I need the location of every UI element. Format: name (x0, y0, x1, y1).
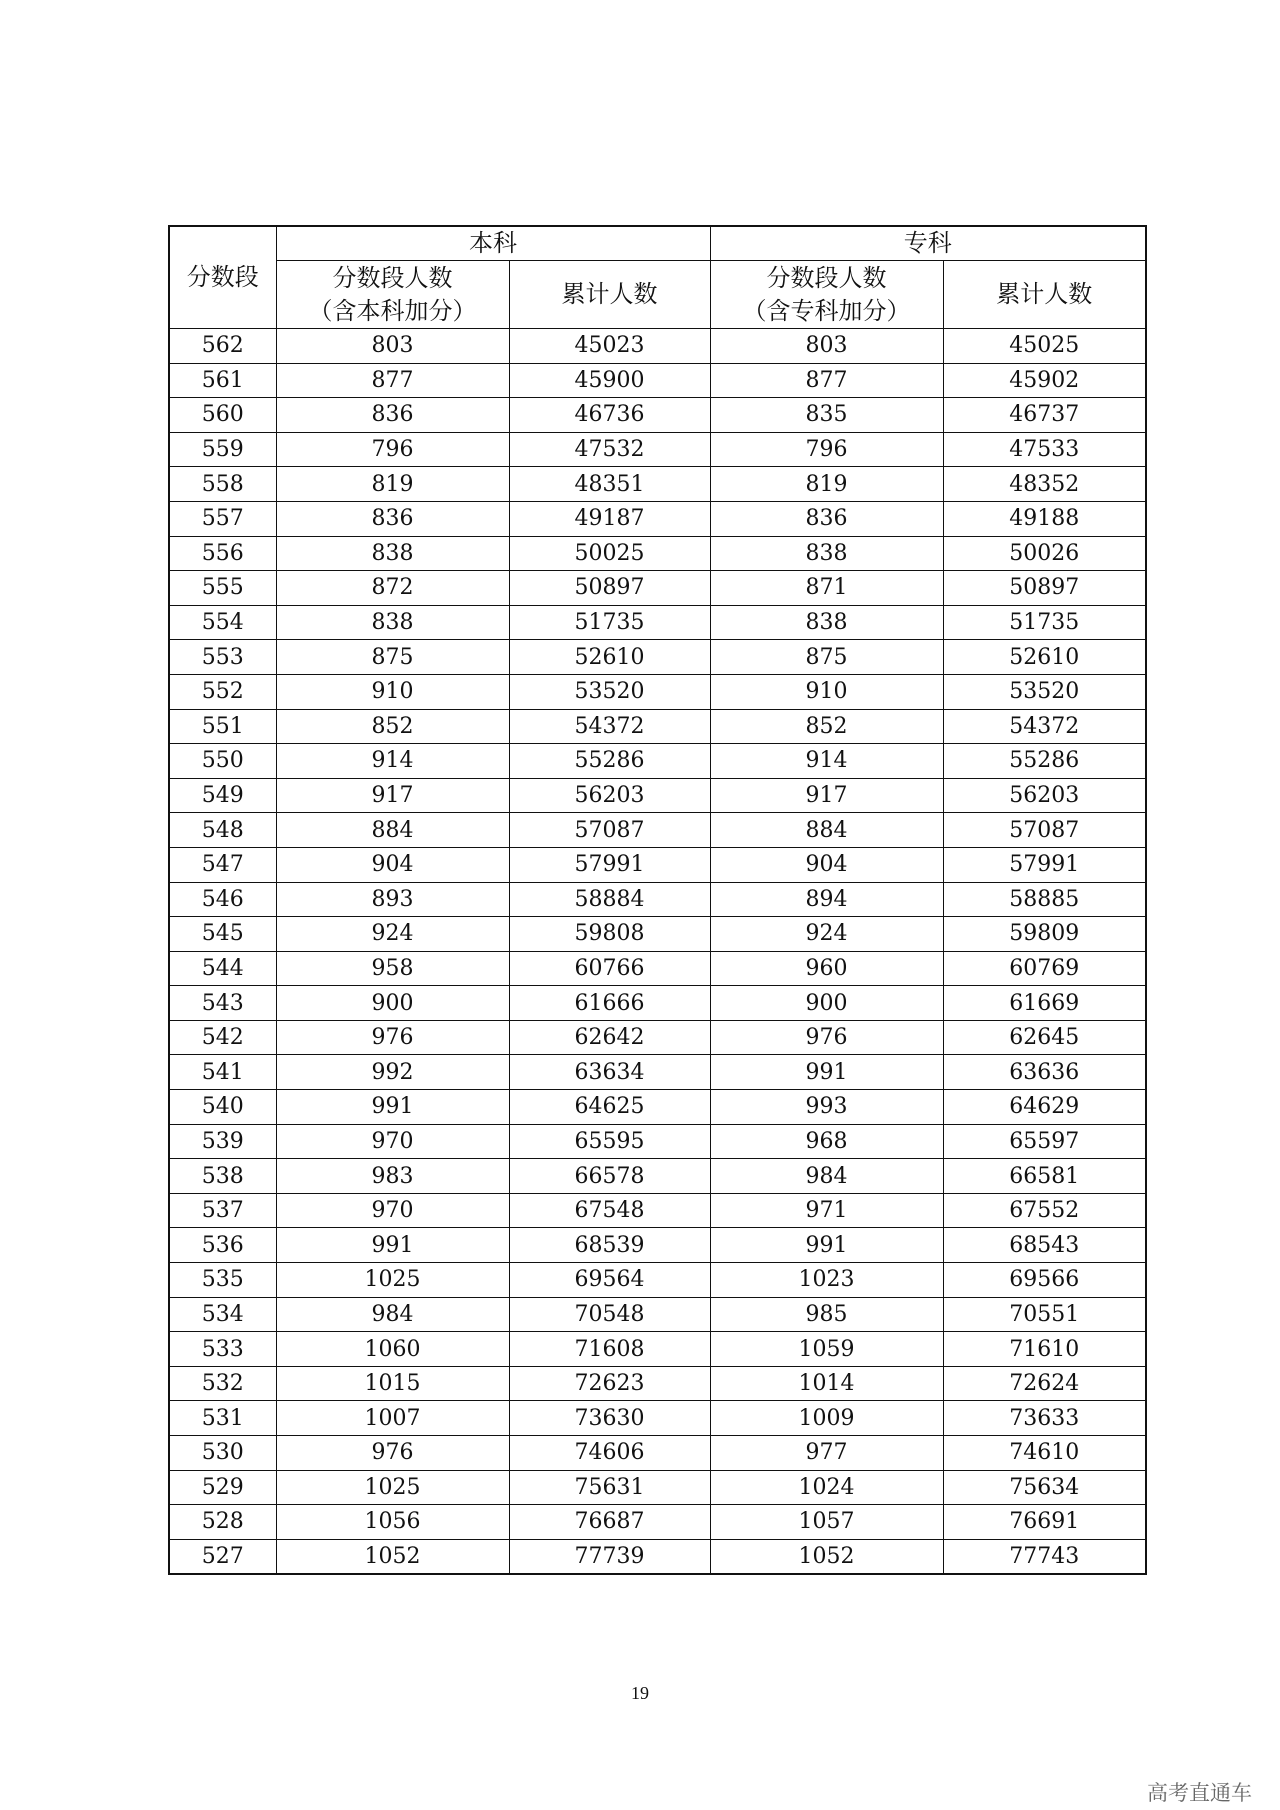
junior-count-cell: 884 (710, 813, 943, 848)
junior-count-cell: 985 (710, 1297, 943, 1332)
table-row (169, 363, 1146, 398)
junior-cumulative-cell: 53520 (943, 674, 1146, 709)
table-row (169, 605, 1146, 640)
junior-cumulative-cell: 58885 (943, 882, 1146, 917)
junior-count-cell: 977 (710, 1436, 943, 1471)
score-cell: 539 (169, 1124, 276, 1159)
table-row (169, 744, 1146, 779)
score-cell: 559 (169, 432, 276, 467)
score-cell: 555 (169, 571, 276, 606)
table-row (169, 398, 1146, 433)
undergraduate-cumulative-cell: 50897 (509, 571, 710, 606)
score-cell: 548 (169, 813, 276, 848)
junior-cumulative-cell: 46737 (943, 398, 1146, 433)
undergraduate-cumulative-cell: 64625 (509, 1090, 710, 1125)
table-row (169, 1263, 1146, 1298)
undergraduate-cumulative-cell: 74606 (509, 1436, 710, 1471)
junior-cumulative-cell: 72624 (943, 1366, 1146, 1401)
score-cell: 531 (169, 1401, 276, 1436)
undergraduate-cumulative-cell: 66578 (509, 1159, 710, 1194)
table-row (169, 1020, 1146, 1055)
undergraduate-count-cell: 875 (276, 640, 509, 675)
table-row (169, 1193, 1146, 1228)
undergraduate-count-cell: 1015 (276, 1366, 509, 1401)
junior-cumulative-cell: 66581 (943, 1159, 1146, 1194)
undergraduate-count-cell: 914 (276, 744, 509, 779)
junior-cumulative-cell: 73633 (943, 1401, 1146, 1436)
undergraduate-cumulative-cell: 45900 (509, 363, 710, 398)
junior-cumulative-cell: 75634 (943, 1470, 1146, 1505)
table-row (169, 432, 1146, 467)
score-cell: 541 (169, 1055, 276, 1090)
watermark-text: 高考直通车 (1147, 1781, 1252, 1805)
score-cell: 550 (169, 744, 276, 779)
undergraduate-cumulative-cell: 53520 (509, 674, 710, 709)
undergraduate-cumulative-cell: 48351 (509, 467, 710, 502)
junior-cumulative-cell: 60769 (943, 951, 1146, 986)
junior-cumulative-cell: 74610 (943, 1436, 1146, 1471)
undergraduate-cumulative-cell: 70548 (509, 1297, 710, 1332)
junior-cumulative-cell: 64629 (943, 1090, 1146, 1125)
score-cell: 546 (169, 882, 276, 917)
undergraduate-count-cell: 1007 (276, 1401, 509, 1436)
table-row (169, 1470, 1146, 1505)
table-row (169, 1539, 1146, 1574)
score-distribution-table-container (168, 225, 1145, 1575)
junior-count-cell: 968 (710, 1124, 943, 1159)
junior-count-cell: 976 (710, 1020, 943, 1055)
junior-cumulative-cell: 48352 (943, 467, 1146, 502)
junior-count-cell: 1057 (710, 1505, 943, 1540)
junior-cumulative-cell: 71610 (943, 1332, 1146, 1367)
score-cell: 553 (169, 640, 276, 675)
undergraduate-cumulative-cell: 73630 (509, 1401, 710, 1436)
undergraduate-cumulative-cell: 55286 (509, 744, 710, 779)
table-row (169, 1124, 1146, 1159)
junior-cumulative-cell: 55286 (943, 744, 1146, 779)
junior-cumulative-cell: 57991 (943, 847, 1146, 882)
undergraduate-count-cell: 877 (276, 363, 509, 398)
junior-cumulative-cell: 62645 (943, 1020, 1146, 1055)
undergraduate-count-cell: 872 (276, 571, 509, 606)
table-row (169, 467, 1146, 502)
score-cell: 549 (169, 778, 276, 813)
junior-cumulative-cell: 68543 (943, 1228, 1146, 1263)
junior-cumulative-cell: 76691 (943, 1505, 1146, 1540)
junior-cumulative-cell: 47533 (943, 432, 1146, 467)
undergraduate-count-cell: 796 (276, 432, 509, 467)
undergraduate-cumulative-cell: 69564 (509, 1263, 710, 1298)
table-row (169, 1332, 1146, 1367)
junior-cumulative-cell: 45025 (943, 329, 1146, 364)
table-row (169, 1090, 1146, 1125)
undergraduate-cumulative-cell: 50025 (509, 536, 710, 571)
score-cell: 538 (169, 1159, 276, 1194)
table-header-group-row (169, 226, 1146, 261)
score-distribution-table (168, 225, 1147, 1575)
undergraduate-count-cell: 958 (276, 951, 509, 986)
undergraduate-count-cell: 991 (276, 1228, 509, 1263)
undergraduate-cumulative-cell: 57991 (509, 847, 710, 882)
score-cell: 556 (169, 536, 276, 571)
score-cell: 537 (169, 1193, 276, 1228)
undergraduate-count-cell: 1025 (276, 1470, 509, 1505)
table-row (169, 329, 1146, 364)
undergraduate-count-cell: 893 (276, 882, 509, 917)
junior-cumulative-cell: 65597 (943, 1124, 1146, 1159)
table-row (169, 640, 1146, 675)
undergraduate-count-cell: 900 (276, 986, 509, 1021)
junior-count-cell: 991 (710, 1228, 943, 1263)
table-row (169, 674, 1146, 709)
score-cell: 536 (169, 1228, 276, 1263)
table-body (169, 329, 1146, 1575)
score-cell: 545 (169, 917, 276, 952)
undergraduate-group-header: 本科 (276, 226, 710, 261)
junior-cumulative-cell: 50897 (943, 571, 1146, 606)
score-cell: 554 (169, 605, 276, 640)
undergraduate-count-cell: 924 (276, 917, 509, 952)
undergraduate-cumulative-cell: 57087 (509, 813, 710, 848)
undergraduate-cumulative-cell: 76687 (509, 1505, 710, 1540)
undergraduate-count-cell: 838 (276, 605, 509, 640)
undergraduate-cumulative-cell: 61666 (509, 986, 710, 1021)
undergraduate-count-cell: 803 (276, 329, 509, 364)
undergraduate-count-cell: 917 (276, 778, 509, 813)
junior-count-cell: 1059 (710, 1332, 943, 1367)
table-row (169, 847, 1146, 882)
undergraduate-cumulative-cell: 65595 (509, 1124, 710, 1159)
table-row (169, 1505, 1146, 1540)
undergraduate-cumulative-header: 累计人数 (509, 261, 710, 329)
undergraduate-cumulative-cell: 75631 (509, 1470, 710, 1505)
junior-cumulative-cell: 45902 (943, 363, 1146, 398)
junior-count-cell: 1024 (710, 1470, 943, 1505)
junior-cumulative-cell: 57087 (943, 813, 1146, 848)
score-cell: 535 (169, 1263, 276, 1298)
junior-count-cell: 910 (710, 674, 943, 709)
undergraduate-cumulative-cell: 54372 (509, 709, 710, 744)
undergraduate-count-cell: 819 (276, 467, 509, 502)
table-row (169, 501, 1146, 536)
junior-count-cell: 917 (710, 778, 943, 813)
score-cell: 540 (169, 1090, 276, 1125)
junior-count-cell: 1009 (710, 1401, 943, 1436)
junior-count-cell: 838 (710, 536, 943, 571)
undergraduate-cumulative-cell: 67548 (509, 1193, 710, 1228)
junior-count-cell: 835 (710, 398, 943, 433)
junior-count-header (710, 261, 943, 329)
junior-cumulative-cell: 70551 (943, 1297, 1146, 1332)
junior-count-cell: 971 (710, 1193, 943, 1228)
table-row (169, 571, 1146, 606)
junior-count-cell: 852 (710, 709, 943, 744)
undergraduate-count-cell: 976 (276, 1020, 509, 1055)
undergraduate-count-cell: 1025 (276, 1263, 509, 1298)
undergraduate-count-header-line1: 分数段人数 (332, 263, 453, 292)
junior-cumulative-header: 累计人数 (943, 261, 1146, 329)
junior-cumulative-cell: 49188 (943, 501, 1146, 536)
undergraduate-cumulative-cell: 51735 (509, 605, 710, 640)
undergraduate-cumulative-cell: 58884 (509, 882, 710, 917)
junior-count-cell: 803 (710, 329, 943, 364)
table-row (169, 813, 1146, 848)
junior-count-cell: 871 (710, 571, 943, 606)
undergraduate-cumulative-cell: 71608 (509, 1332, 710, 1367)
junior-cumulative-cell: 61669 (943, 986, 1146, 1021)
junior-college-group-header: 专科 (710, 226, 1146, 261)
score-cell: 558 (169, 467, 276, 502)
junior-cumulative-cell: 67552 (943, 1193, 1146, 1228)
table-row (169, 1366, 1146, 1401)
table-row (169, 917, 1146, 952)
junior-count-cell: 924 (710, 917, 943, 952)
junior-count-header-line1: 分数段人数 (766, 263, 887, 292)
undergraduate-count-cell: 983 (276, 1159, 509, 1194)
undergraduate-count-header-line2: （含本科加分） (308, 296, 477, 325)
undergraduate-cumulative-cell: 47532 (509, 432, 710, 467)
undergraduate-count-cell: 992 (276, 1055, 509, 1090)
undergraduate-cumulative-cell: 68539 (509, 1228, 710, 1263)
table-row (169, 1228, 1146, 1263)
junior-count-cell: 1023 (710, 1263, 943, 1298)
score-cell: 528 (169, 1505, 276, 1540)
undergraduate-count-cell: 852 (276, 709, 509, 744)
undergraduate-cumulative-cell: 72623 (509, 1366, 710, 1401)
table-row (169, 986, 1146, 1021)
table-header (169, 226, 1146, 329)
score-cell: 557 (169, 501, 276, 536)
undergraduate-count-cell: 884 (276, 813, 509, 848)
junior-count-cell: 914 (710, 744, 943, 779)
undergraduate-cumulative-cell: 63634 (509, 1055, 710, 1090)
undergraduate-count-cell: 838 (276, 536, 509, 571)
junior-count-cell: 1052 (710, 1539, 943, 1574)
score-cell: 532 (169, 1366, 276, 1401)
undergraduate-cumulative-cell: 59808 (509, 917, 710, 952)
table-row (169, 1401, 1146, 1436)
junior-cumulative-cell: 54372 (943, 709, 1146, 744)
score-cell: 551 (169, 709, 276, 744)
junior-count-cell: 960 (710, 951, 943, 986)
table-row (169, 882, 1146, 917)
junior-count-cell: 904 (710, 847, 943, 882)
junior-count-cell: 836 (710, 501, 943, 536)
junior-count-cell: 838 (710, 605, 943, 640)
junior-count-cell: 894 (710, 882, 943, 917)
junior-cumulative-cell: 69566 (943, 1263, 1146, 1298)
undergraduate-cumulative-cell: 46736 (509, 398, 710, 433)
score-cell: 533 (169, 1332, 276, 1367)
undergraduate-count-cell: 904 (276, 847, 509, 882)
undergraduate-count-cell: 991 (276, 1090, 509, 1125)
undergraduate-cumulative-cell: 60766 (509, 951, 710, 986)
table-row (169, 1055, 1146, 1090)
junior-count-cell: 877 (710, 363, 943, 398)
table-row (169, 709, 1146, 744)
junior-cumulative-cell: 63636 (943, 1055, 1146, 1090)
score-cell: 560 (169, 398, 276, 433)
junior-cumulative-cell: 50026 (943, 536, 1146, 571)
undergraduate-count-cell: 970 (276, 1193, 509, 1228)
junior-count-cell: 991 (710, 1055, 943, 1090)
score-cell: 534 (169, 1297, 276, 1332)
table-row (169, 1297, 1146, 1332)
undergraduate-count-cell: 1060 (276, 1332, 509, 1367)
junior-cumulative-cell: 77743 (943, 1539, 1146, 1574)
junior-count-header-line2: （含专科加分） (742, 296, 911, 325)
junior-cumulative-cell: 56203 (943, 778, 1146, 813)
undergraduate-count-cell: 1056 (276, 1505, 509, 1540)
undergraduate-count-cell: 1052 (276, 1539, 509, 1574)
score-cell: 552 (169, 674, 276, 709)
undergraduate-count-cell: 984 (276, 1297, 509, 1332)
score-cell: 544 (169, 951, 276, 986)
score-cell: 543 (169, 986, 276, 1021)
undergraduate-count-cell: 910 (276, 674, 509, 709)
junior-count-cell: 1014 (710, 1366, 943, 1401)
undergraduate-count-header (276, 261, 509, 329)
score-cell: 562 (169, 329, 276, 364)
undergraduate-cumulative-cell: 49187 (509, 501, 710, 536)
junior-count-cell: 819 (710, 467, 943, 502)
junior-count-cell: 984 (710, 1159, 943, 1194)
page-number: 19 (631, 1683, 649, 1703)
undergraduate-count-cell: 836 (276, 501, 509, 536)
undergraduate-cumulative-cell: 62642 (509, 1020, 710, 1055)
table-header-column-row (169, 261, 1146, 329)
score-cell: 530 (169, 1436, 276, 1471)
table-row (169, 1436, 1146, 1471)
undergraduate-count-cell: 836 (276, 398, 509, 433)
junior-cumulative-cell: 52610 (943, 640, 1146, 675)
undergraduate-count-cell: 976 (276, 1436, 509, 1471)
undergraduate-cumulative-cell: 52610 (509, 640, 710, 675)
junior-cumulative-cell: 59809 (943, 917, 1146, 952)
score-cell: 542 (169, 1020, 276, 1055)
undergraduate-cumulative-cell: 45023 (509, 329, 710, 364)
junior-count-cell: 796 (710, 432, 943, 467)
score-cell: 529 (169, 1470, 276, 1505)
junior-count-cell: 900 (710, 986, 943, 1021)
table-row (169, 778, 1146, 813)
table-row (169, 536, 1146, 571)
junior-count-cell: 875 (710, 640, 943, 675)
score-cell: 527 (169, 1539, 276, 1574)
undergraduate-count-cell: 970 (276, 1124, 509, 1159)
undergraduate-cumulative-cell: 56203 (509, 778, 710, 813)
score-cell: 547 (169, 847, 276, 882)
junior-count-cell: 993 (710, 1090, 943, 1125)
junior-cumulative-cell: 51735 (943, 605, 1146, 640)
table-row (169, 1159, 1146, 1194)
undergraduate-cumulative-cell: 77739 (509, 1539, 710, 1574)
table-row (169, 951, 1146, 986)
score-cell: 561 (169, 363, 276, 398)
score-range-header: 分数段 (169, 226, 276, 329)
